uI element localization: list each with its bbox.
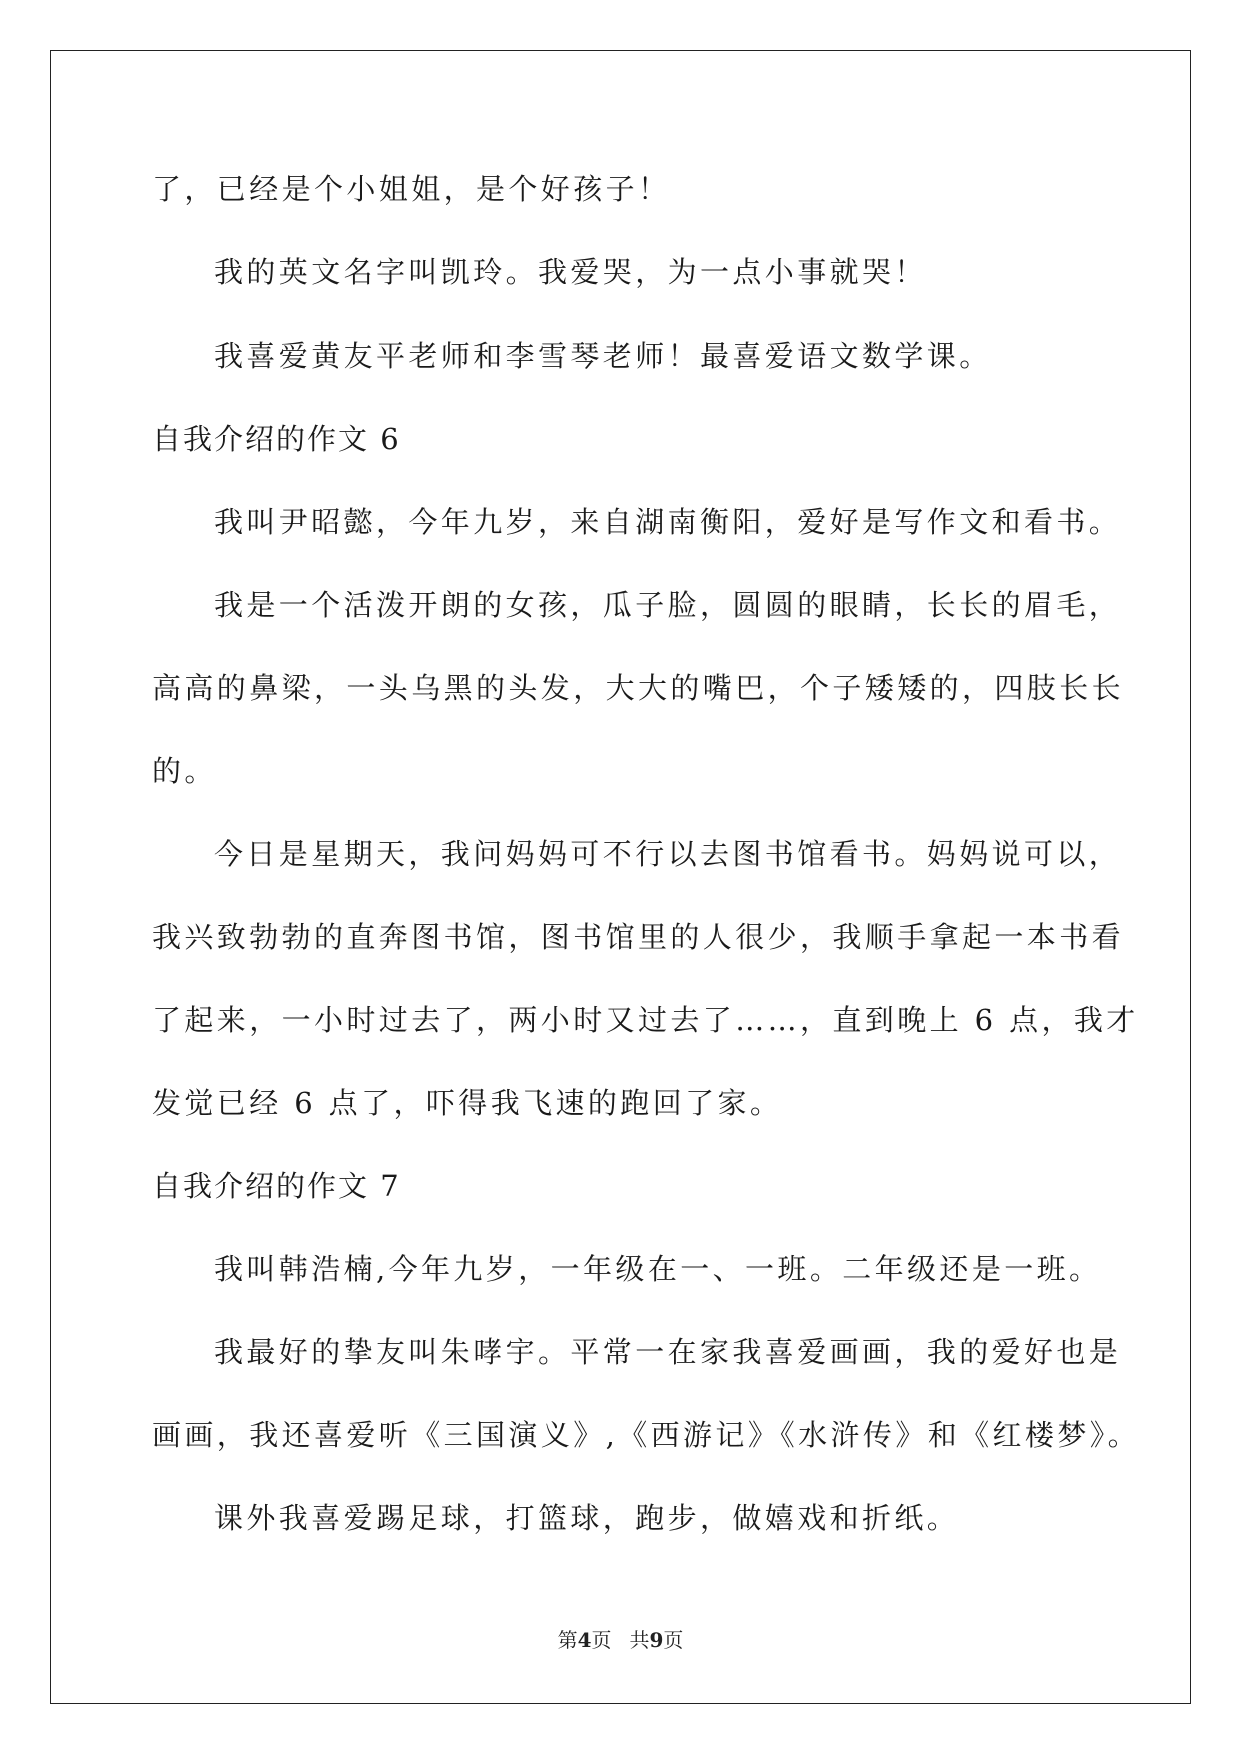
section-heading-essay-7: 自我介绍的作文 7 (152, 1169, 401, 1203)
paragraph-line-appearance-1: 我是一个活泼开朗的女孩，瓜子脸，圆圆的眼睛，长长的眉毛， (214, 588, 1122, 622)
paragraph-line-appearance-2: 高高的鼻梁，一头乌黑的头发，大大的嘴巴，个子矮矮的，四肢长长 (152, 671, 1125, 705)
paragraph-line-library-2: 我兴致勃勃的直奔图书馆，图书馆里的人很少，我顺手拿起一本书看 (152, 920, 1125, 954)
total-prefix: 共 (629, 1628, 650, 1652)
paragraph-line-library-3: 了起来，一小时过去了，两小时又过去了……，直到晚上 6 点，我才 (152, 1003, 1139, 1037)
paragraph-line-hobbies-1: 我最好的挚友叫朱哮宇。平常一在家我喜爱画画，我的爱好也是 (214, 1335, 1122, 1369)
paragraph-line-hobbies-2: 画画，我还喜爱听《三国演义》,《西游记》《水浒传》和《红楼梦》。 (152, 1418, 1141, 1452)
paragraph-line-favorite-teachers: 我喜爱黄友平老师和李雪琴老师！最喜爱语文数学课。 (214, 339, 992, 373)
page-prefix: 第 (557, 1628, 578, 1652)
paragraph-line-intro-han: 我叫韩浩楠,今年九岁，一年级在一、一班。二年级还是一班。 (214, 1252, 1102, 1286)
paragraph-line-library-4: 发觉已经 6 点了，吓得我飞速的跑回了家。 (152, 1086, 783, 1120)
paragraph-line-appearance-3: 的。 (152, 754, 217, 788)
paragraph-line-english-name: 我的英文名字叫凯玲。我爱哭，为一点小事就哭！ (214, 255, 927, 289)
section-heading-essay-6: 自我介绍的作文 6 (152, 422, 401, 456)
page-border (50, 50, 1191, 1704)
paragraph-line-sports: 课外我喜爱踢足球，打篮球，跑步，做嬉戏和折纸。 (214, 1501, 960, 1535)
paragraph-line-intro-yin: 我叫尹昭懿，今年九岁，来自湖南衡阳，爱好是写作文和看书。 (214, 505, 1122, 539)
page-footer (0, 1627, 1241, 1653)
total-page-number: 9 (649, 1628, 664, 1652)
paragraph-line-library-1: 今日是星期天，我问妈妈可不行以去图书馆看书。妈妈说可以， (214, 837, 1122, 871)
page-suffix: 页 (591, 1628, 612, 1652)
current-page-number: 4 (577, 1628, 592, 1652)
paragraph-line-continuation: 了，已经是个小姐姐，是个好孩子！ (152, 172, 671, 206)
total-suffix: 页 (663, 1628, 684, 1652)
